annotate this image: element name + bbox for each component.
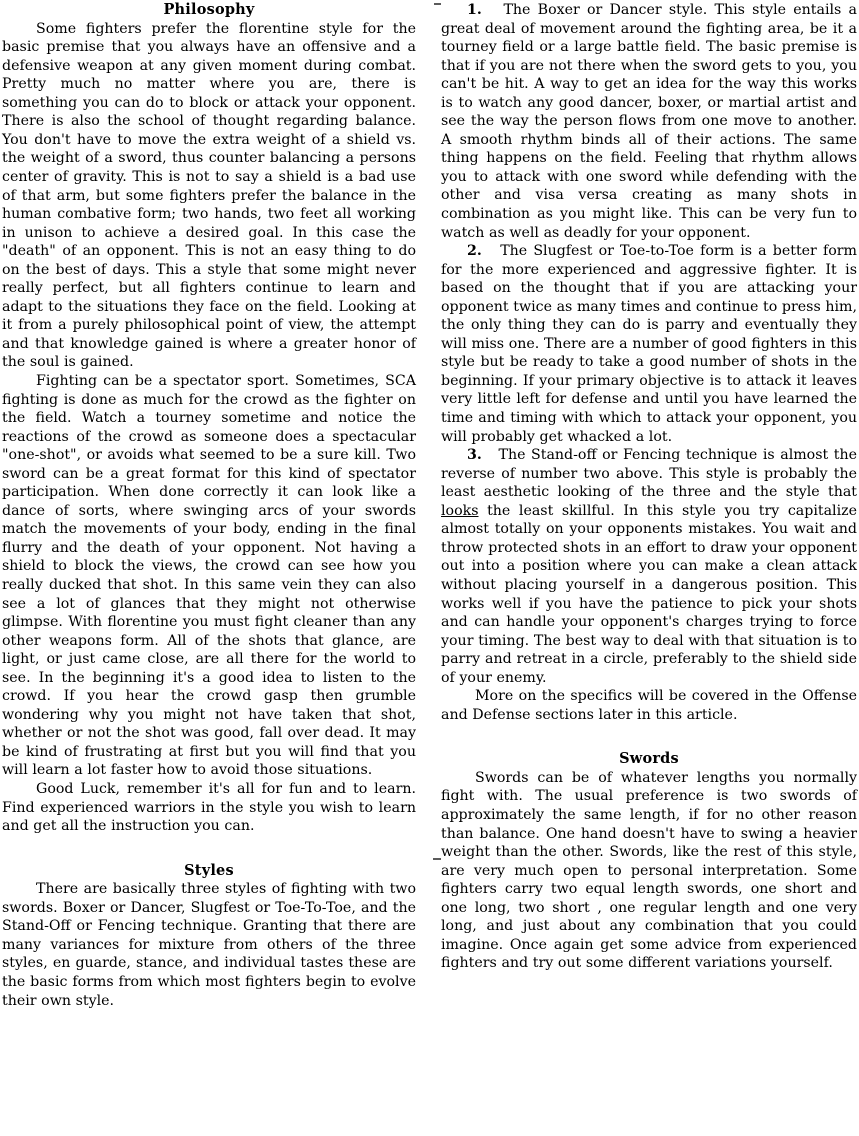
list-item-style-2-text: The Slugfest or Toe-to-Toe form is a better form for the more experienced and aggressive fighter. It is based on the thought that if you are attacking your opponent twice as many times and continue to press him, the only thing they can do is parry and eventually they will miss one. There are a number of good fighters in this style but be ready to take a good number of shots in the beginning. If your primary objective is to attack it leaves very little left for defense and until you have learned the time and timing with which to attack your opponent, you will probably get whacked a lot. [441,243,857,445]
list-item-style-1-text: The Boxer or Dancer style. This style entails a great deal of movement around the fighting area, be it a tourney field or a large battle field. The basic premise is that if you are not there when the sword gets to you, you can't be hit. A way to get an idea for the way this works is to watch any good dancer, boxer, or martial artist and see the way the person flows from one move to another. A smooth rhythm binds all of their actions. The same thing happens on the field. Feeling that rhythm allows you to attack with one sword while defending with the other and visa versa creating as many shots in combination as you might like. This can be very fun to watch as well as deadly for your opponent. [441,2,857,241]
right-column [441,0,859,973]
list-item-style-1 [441,1,857,242]
heading-philosophy: Philosophy [163,1,255,18]
left-column [0,0,420,1010]
list-number-3: 3. [467,447,482,464]
paragraph-philosophy-3: Good Luck, remember it's all for fun and to learn. Find experienced warriors in the style you wish to learn and get all the instruction you can. [2,781,416,835]
list-number-2: 2. [467,243,482,260]
paragraph-philosophy-1: Some fighters prefer the florentine style for the basic premise that you always have an offensive and a defensive weapon at any given moment during combat. Pretty much no matter where you are, there is something you can do to block or attack your opponent. There is also the school of thought regarding balance. You don't have to move the extra weight of a shield vs. the weight of a sword, thus counter balancing a persons center of gravity. This is not to say a shield is a bad use of that arm, but some fighters prefer the balance in the human combative form; two hands, two feet all working in unison to achieve a desired goal. In this case the "death" of an opponent. This is not an easy thing to do on the best of days. This a style that some might never really perfect, but all fighters continue to learn and adapt to the situations they face on the field. Looking at it from a purely philosophical point of view, the attempt and that knowledge gained is where a greater honor of the soul is gained. [2,20,416,371]
list-number-1: 1. [467,2,482,18]
scan-artifact-left-of-swords-heading [433,858,441,860]
list-item-style-3 [441,446,857,687]
heading-styles: Styles [184,861,234,879]
list-item-style-2 [441,242,857,446]
scan-artifact-top-gutter [434,3,441,5]
emphasis-looks: looks [441,502,479,519]
list-item-style-3-text-before: The Stand-off or Fencing technique is almost the reverse of number two above. This style is probably the least aesthetic looking of the three and the style that [441,447,857,501]
heading-swords: Swords [619,750,679,768]
paragraph-more-on-specifics: More on the specifics will be covered in the Offense and Defense sections later in this article. [441,688,857,723]
list-item-style-3-text-after: the least skillful. In this style you try capitalize almost totally on your opponents mistakes. You wait and throw protected shots in an effort to draw your opponent out into a position where you can make a clean attack without placing yourself in a dangerous position. This works well if you have the patience to pick your shots and can handle your opponent's charges trying to force your timing. The best way to deal with that situation is to parry and retreat in a circle, preferably to the shield side of your enemy. [441,502,857,686]
paragraph-styles-1: There are basically three styles of fighting with two swords. Boxer or Dancer, Slugfest or Toe-To-Toe, and the Stand-Off or Fencing technique. Granting that there are many variances for mixture from others of the three styles, en guarde, stance, and individual tastes these are the basic forms from which most fighters begin to evolve their own style. [2,881,416,1009]
paragraph-swords-1: Swords can be of whatever lengths you normally fight with. The usual preference is two swords of approximately the same length, if for no other reason than balance. One hand doesn't have to swing a heavier weight than the other. Swords, like the rest of this style, are very much open to personal interpretation. Some fighters carry two equal length swords, one short and one long, two short , one regular length and one very long, and just about any combination that you could imagine. Once again get some advice from experienced fighters and try out some different variations yourself. [441,769,857,972]
paragraph-philosophy-2: Fighting can be a spectator sport. Sometimes, SCA fighting is done as much for the crowd as the fighter on the field. Watch a tourney sometime and notice the reactions of the crowd as someone does a spectacular "one-shot", or avoids what seemed to be a sure kill. Two sword can be a great format for this kind of spectator participation. When done correctly it can look like a dance of sorts, where swinging arcs of your swords match the movements of your body, ending in the final flurry and the death of your opponent. Not having a shield to block the views, the crowd can see how you really ducked that shot. In this same vein they can also see a lot of glances that they might not otherwise glimpse. With florentine you must fight cleaner than any other weapons form. All of the shots that glance, are light, or just came close, are all there for the world to see. In the beginning it's a good idea to listen to the crowd. If you hear the crowd gasp then grumble wondering why you might not have taken that shot, whether or not the shot was good, fall over dead. It may be kind of frustrating at first but you will find that you will learn a lot faster how to avoid those situations. [2,372,416,779]
